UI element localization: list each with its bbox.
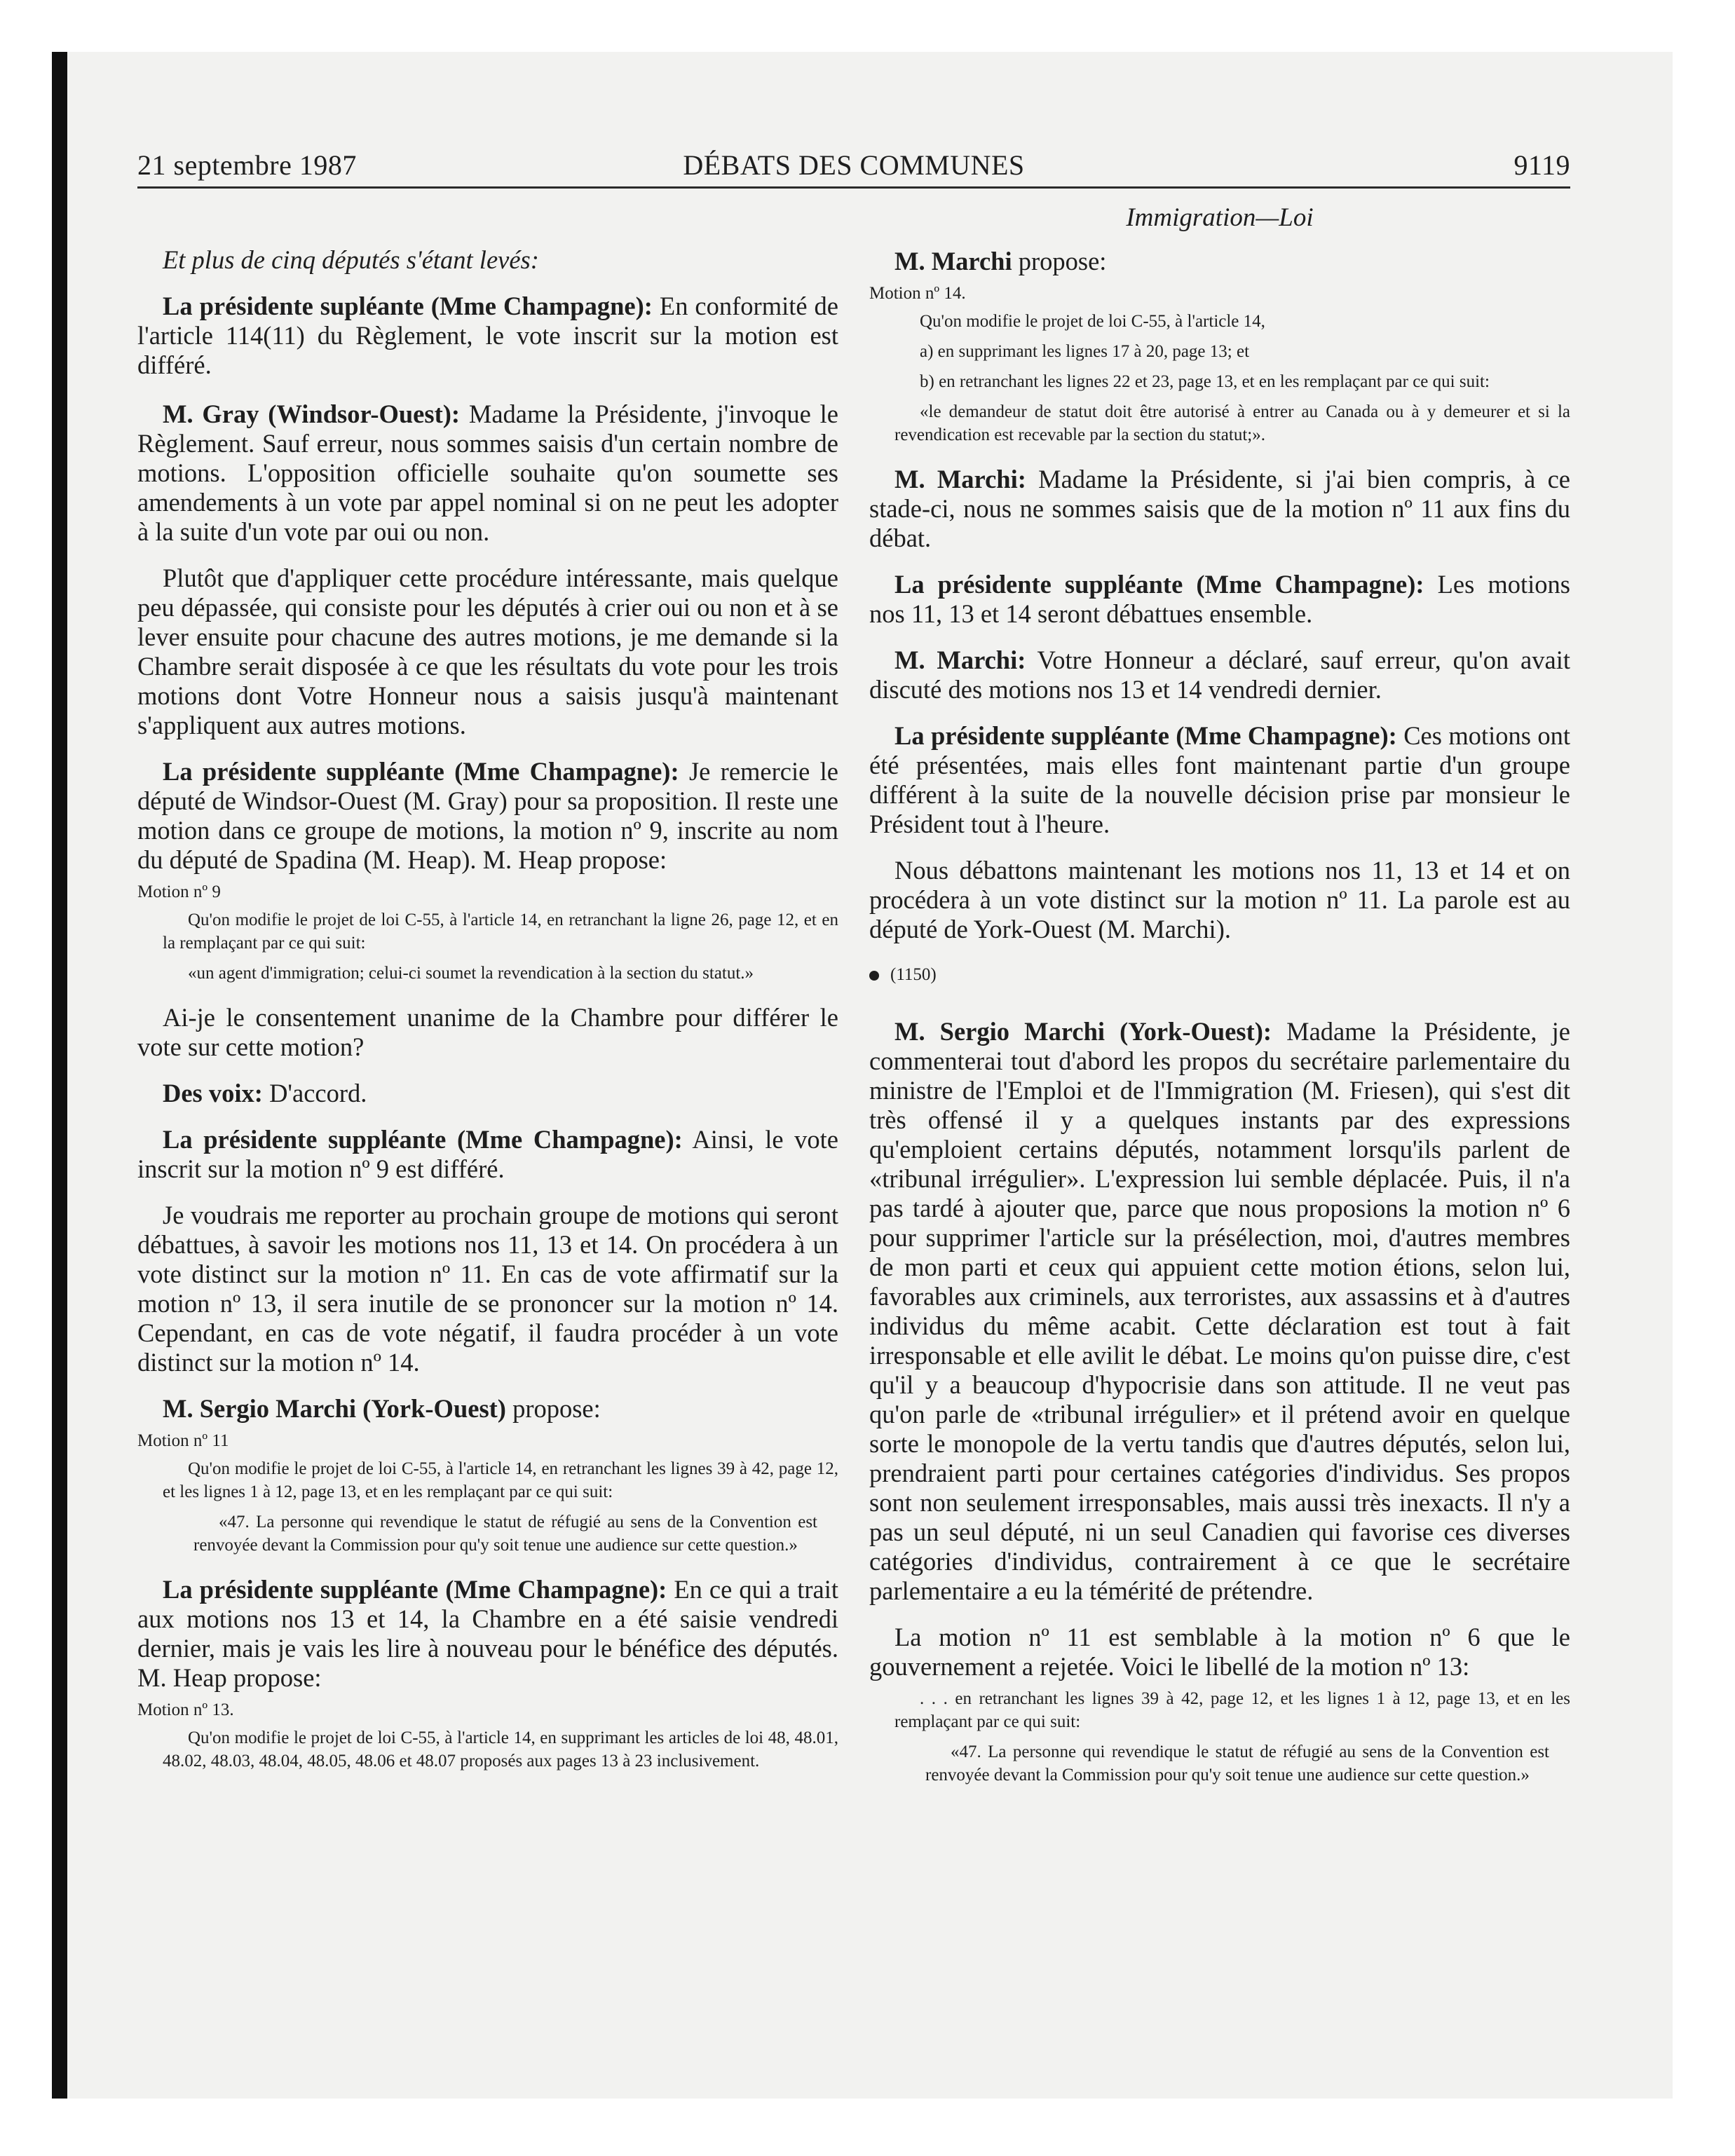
motion-quote: «47. La personne qui revendique le statut de réfugié au sens de la Convention est renvoyée devant la Commission pour qu'y soit tenue une audience sur cette question.» [925,1742,1549,1785]
speaker-name: M. Marchi: [894,646,1026,674]
body-text: Ai-je le consentement unanime de la Chambre pour différer le vote sur cette motion? [137,1003,838,1061]
speaker-name: M. Sergio Marchi (York-Ouest): [894,1017,1272,1046]
motion-quote: Qu'on modifie le projet de loi C-55, à l'article 14, en retranchant la ligne 26, page 12, et en la remplaçant par ce qui suit: [163,910,838,953]
motion-quote: . . . en retranchant les lignes 39 à 42, page 12, et les lignes 1 à 12, page 13, et en les remplaçant par ce qui suit: [894,1689,1570,1731]
speech-text: Je remercie le député de Windsor-Ouest (M. Gray) pour sa proposition. Il reste une motion dans ce groupe de motions, la motion nº 9, inscrite au nom du député de Spadina (M. Heap). M. Heap propose: [137,757,838,874]
speech-paragraph [869,247,1570,276]
speech-paragraph [137,1394,838,1424]
speech-paragraph [137,1125,838,1184]
speech-paragraph [137,1079,838,1108]
speech-text: D'accord. [262,1079,367,1107]
motion-label: Motion nº 11 [137,1431,229,1450]
speech-paragraph [869,721,1570,839]
header-date: 21 septembre 1987 [137,149,357,181]
speech-paragraph [869,1017,1570,1606]
speech-text: Votre Honneur a déclaré, sauf erreur, qu'on avait discuté des motions nos 13 et 14 vendredi dernier. [869,646,1570,704]
speaker-name: M. Marchi [894,247,1012,275]
body-text: La motion nº 11 est semblable à la motion nº 6 que le gouvernement a rejetée. Voici le libellé de la motion nº 13: [869,1623,1570,1681]
body-paragraph [137,564,838,740]
speech-paragraph [137,400,838,547]
narration-text: Et plus de cinq députés s'étant levés: [163,245,539,274]
page-header [137,144,1570,186]
speaker-name: M. Gray (Windsor-Ouest): [163,400,461,428]
motion-label: Motion nº 13. [137,1700,234,1719]
section-title: Immigration—Loi [1126,203,1314,232]
speaker-name: La présidente suppléante (Mme Champagne): [894,570,1424,599]
body-paragraph [869,856,1570,944]
speech-paragraph [137,292,838,380]
right-column [869,195,1570,1794]
motion-quote: «47. La personne qui revendique le statut de réfugié au sens de la Convention est renvoyée devant la Commission pour qu'y soit tenue une audience sur cette question.» [193,1513,817,1555]
speaker-name: M. Sergio Marchi (York-Ouest) [163,1394,506,1423]
speaker-name: La présidente suppléante (Mme Champagne): [894,721,1397,750]
bullet-icon [869,971,879,981]
motion-quote: «le demandeur de statut doit être autorisé à entrer au Canada ou à y demeurer et si la revendication est recevable par la section du statut;». [894,402,1570,444]
speaker-name: La présidente suppléante (Mme Champagne): [163,1125,683,1154]
body-text: Plutôt que d'appliquer cette procédure intéressante, mais quelque peu dépassée, qui consiste pour les députés à crier oui ou non et à se lever ensuite pour chacune des autres motions, je me demande si la Chambre serait disposée à ce que les résultats du vote pour les trois motions dont Votre Honneur nous a saisis jusqu'à maintenant s'appliquent aux autres motions. [137,564,838,739]
speech-paragraph [137,757,838,875]
speech-text: Ces motions ont été présentées, mais elles font maintenant partie d'un groupe différent à la suite de la nouvelle décision prise par monsieur le Président tout à l'heure. [869,721,1570,838]
motion-label: Motion nº 9 [137,882,221,901]
motion-quote: Qu'on modifie le projet de loi C-55, à l'article 14, en supprimant les articles de loi 48, 48.01, 48.02, 48.03, 48.04, 48.05, 48.06 et 48.07 proposés aux pages 13 à 23 inclusivement. [163,1728,838,1770]
motion-quote: b) en retranchant les lignes 22 et 23, page 13, et en les remplaçant par ce qui suit: [920,372,1490,391]
speech-text: Madame la Présidente, j'invoque le Règlement. Sauf erreur, nous sommes saisis d'un certain nombre de motions. L'opposition officielle souhaite qu'on soumette ses amendements à un vote par appel nominal si on ne peut les adopter à la suite d'un vote par oui ou non. [137,400,839,546]
motion-quote: Qu'on modifie le projet de loi C-55, à l'article 14, en retranchant les lignes 39 à 42, page 12, et les lignes 1 à 12, page 13, et en les remplaçant par ce qui suit: [163,1459,838,1501]
motion-label: Motion nº 14. [869,284,966,303]
speech-text: propose: [505,1394,601,1423]
speech-text: En conformité de l'article 114(11) du Règlement, le vote inscrit sur la motion est différé. [137,292,838,379]
speech-paragraph [137,1575,838,1693]
motion-quote: Qu'on modifie le projet de loi C-55, à l'article 14, [920,312,1265,331]
speaker-name: La présidente suppléante (Mme Champagne): [163,1575,667,1604]
speaker-name: Des voix: [163,1079,263,1107]
body-paragraph [137,1003,838,1062]
time-marker-text: (1150) [890,965,937,984]
speech-paragraph [869,570,1570,629]
speaker-name: La présidente suppléante (Mme Champagne): [163,757,679,786]
header-rule [137,186,1570,189]
left-column [137,195,838,1780]
motion-quote: a) en supprimant les lignes 17 à 20, page 13; et [920,342,1250,361]
body-paragraph [137,1201,838,1377]
speech-paragraph [869,646,1570,704]
speech-paragraph [869,465,1570,553]
speech-text: Madame la Présidente, si j'ai bien compris, à ce stade-ci, nous ne sommes saisis que de la motion nº 11 aux fins du débat. [869,465,1570,552]
motion-quote: «un agent d'immigration; celui-ci soumet la revendication à la section du statut.» [188,964,754,983]
speech-text: propose: [1012,247,1107,275]
speech-text: Madame la Présidente, je commenterai tout d'abord les propos du secrétaire parlementaire du ministre de l'Emploi et de l'Immigration (M. Friesen), qui s'est dit très offensé il y a quelques instants par des expressions qu'emploient certains députés, notamment lorsqu'ils parlent de «tribunal irrégulier». L'expression lui semble déplacée. Puis, il n'a pas tardé à ajouter que, parce que nous proposions la motion nº 6 pour supprimer l'article sur la présélection, moi, d'autres membres de mon parti et ceux qui appuient cette motion étions, selon lui, favorables aux criminels, aux terroristes, aux assassins et à d'autres individus du même acabit. Cette déclaration est tout à fait irresponsable et elle avilit le débat. Le moins qu'on puisse dire, c'est qu'il y a beaucoup d'hypocrisie dans son attitude. Il ne veut pas qu'on parle de «tribunal irrégulier» et il prétend avoir en quelque sorte le monopole de la vertu tandis que d'autres députés, selon lui, prendraient parti pour certaines catégories d'individus. Ses propos sont non seulement irresponsables, mais aussi très inexacts. Il n'y a pas un seul député, ni un seul Canadien qui favorise ces diverses catégories d'individus, contrairement à ce que le secrétaire parlementaire a eu la témérité de prétendre. [869,1017,1571,1605]
header-page-number: 9119 [1513,149,1570,181]
narration [137,245,838,275]
speaker-name: M. Marchi: [894,465,1026,493]
speech-text: Les motions nos 11, 13 et 14 seront débattues ensemble. [869,570,1571,628]
body-text: Nous débattons maintenant les motions nos 11, 13 et 14 et on procédera à un vote distinct sur la motion nº 11. La parole est au député de York-Ouest (M. Marchi). [869,856,1570,943]
scan-edge [52,52,67,2099]
time-marker [869,961,1570,989]
speech-text: En ce qui a trait aux motions nos 13 et 14, la Chambre en a été saisie vendredi dernier, mais je vais les lire à nouveau pour le bénéfice des députés. M. Heap propose: [137,1575,838,1692]
header-publication: DÉBATS DES COMMUNES [683,149,1025,181]
body-paragraph [869,1623,1570,1681]
body-text: Je voudrais me reporter au prochain groupe de motions qui seront débattues, à savoir les motions nos 11, 13 et 14. On procédera à un vote distinct sur la motion nº 11. En cas de vote affirmatif sur la motion nº 13, il sera inutile de se prononcer sur la motion nº 14. Cependant, en cas de vote négatif, il faudra procéder à un vote distinct sur la motion nº 14. [137,1201,838,1377]
speech-text: Ainsi, le vote inscrit sur la motion nº 9 est différé. [137,1125,839,1183]
speaker-name: La présidente supléante (Mme Champagne): [163,292,653,320]
